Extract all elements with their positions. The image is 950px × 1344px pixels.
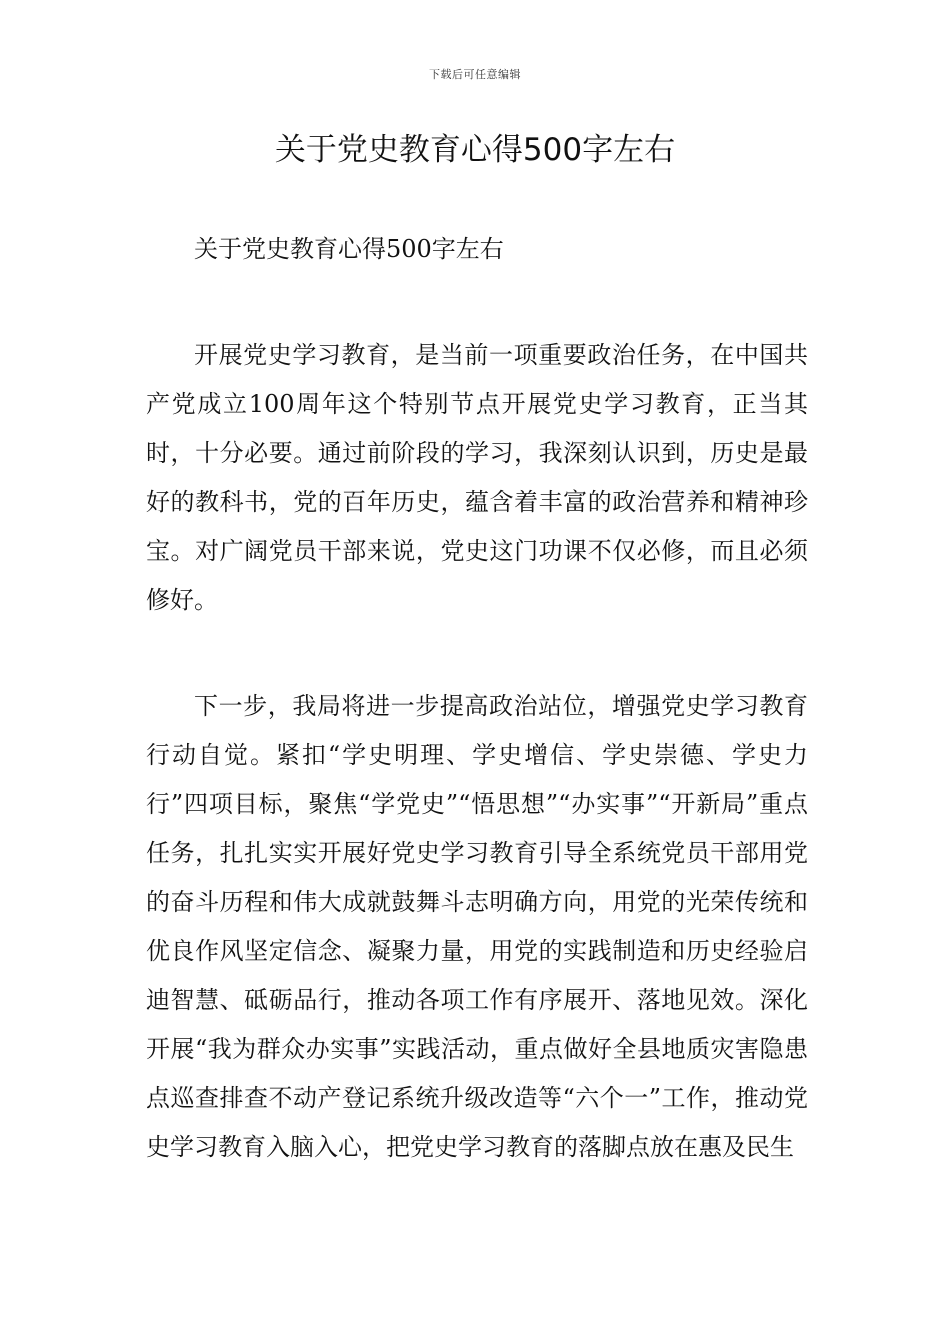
header-note: 下载后可任意编辑 [429,68,521,81]
paragraph-2: 下一步，我局将进一步提高政治站位，增强党史学习教育行动自觉。紧扣“学史明理、学史增信、学史崇德、学史力行”四项目标，聚焦“学党史”“悟思想”“办实事”“开新局”重点任务，扎扎实实开展好党史学习教育引导全系统党员干部用党的奋斗历程和伟大成就鼓舞斗志明确方向，用党的光荣传统和优良作风坚定信念、凝聚力量，用党的实践制造和历史经验启迪智慧、砥砺品行，推动各项工作有序展开、落地见效。深化开展“我为群众办实事”实践活动，重点做好全县地质灾害隐患点巡查排查不动产登记系统升级改造等“六个一”工作，推动党史学习教育入脑入心，把党史学习教育的落脚点放在惠及民生 [146,692,808,1161]
paragraph-1: 开展党史学习教育，是当前一项重要政治任务，在中国共产党成立100周年这个特别节点开展党史学习教育，正当其时，十分必要。通过前阶段的学习，我深刻认识到，历史是最好的教科书，党的百年历史，蕴含着丰富的政治营养和精神珍宝。对广阔党员干部来说，党史这门功课不仅必修，而且必须修好。 [146,341,808,614]
document-title: 关于党史教育心得500字左右 [274,132,676,168]
document-body [146,225,808,1229]
document-subtitle: 关于党史教育心得500字左右 [194,235,504,263]
